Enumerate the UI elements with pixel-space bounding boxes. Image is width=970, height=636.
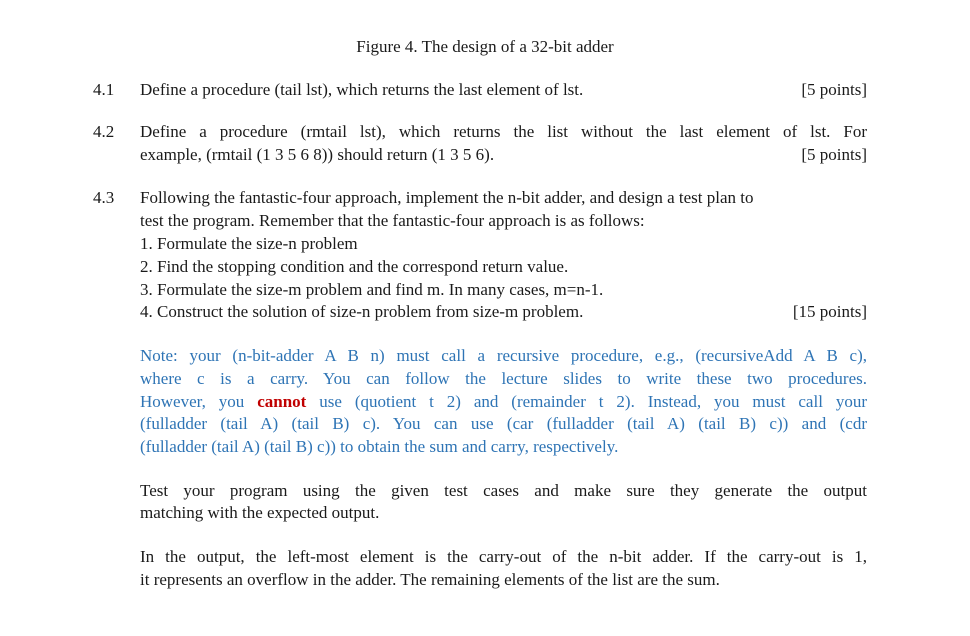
step-2: 2. Find the stopping condition and the correspond return value. <box>140 257 569 276</box>
question-4-1-points: [5 points] <box>801 80 867 99</box>
note-line2: where c is a carry. You can follow the lecture slides to write these two procedures. <box>140 369 867 388</box>
note-line3-after: use (quotient t 2) and (remainder t 2). Instead, you must call your <box>306 392 868 411</box>
question-4-2-line2: example, (rmtail (1 3 5 6 8)) should return (1 3 5 6). <box>140 145 495 164</box>
note-line3-before: However, you <box>140 392 258 411</box>
step-4: 4. Construct the solution of size-n problem from size-m problem. <box>140 302 584 321</box>
output-line2: it represents an overflow in the adder. The remaining elements of the list are the sum. <box>140 570 720 589</box>
question-4-2-points: [5 points] <box>801 145 867 164</box>
figure-caption: Figure 4. The design of a 32-bit adder <box>356 37 614 56</box>
question-4-1-number: 4.1 <box>93 80 115 99</box>
step-3: 3. Formulate the size-m problem and find m. In many cases, m=n-1. <box>140 280 604 299</box>
note-line5: (fulladder (tail A) (tail B) c)) to obtain the sum and carry, respectively. <box>140 437 619 456</box>
question-4-3-line1: Following the fantastic-four approach, implement the n-bit adder, and design a test plan to <box>140 188 754 207</box>
cannot-emphasis: cannot <box>257 392 307 411</box>
question-4-1-text: Define a procedure (tail lst), which returns the last element of lst. <box>140 80 584 99</box>
question-4-3-line2: test the program. Remember that the fantastic-four approach is as follows: <box>140 211 645 230</box>
question-4-2-number: 4.2 <box>93 122 115 141</box>
question-4-3-points: [15 points] <box>792 302 867 321</box>
note-line3 <box>140 392 867 412</box>
test-line1: Test your program using the given test cases and make sure they generate the output <box>140 481 867 500</box>
step-1: 1. Formulate the size-n problem <box>140 234 358 253</box>
test-line2: matching with the expected output. <box>140 503 380 522</box>
question-4-2-line1: Define a procedure (rmtail lst), which returns the list without the last element of lst. For <box>140 122 867 141</box>
output-line1: In the output, the left-most element is the carry-out of the n-bit adder. If the carry-out is 1, <box>140 547 867 566</box>
question-4-3-number: 4.3 <box>93 188 115 207</box>
note-line4: (fulladder (tail A) (tail B) c). You can use (car (fulladder (tail A) (tail B) c)) and (cdr <box>140 414 867 433</box>
note-line1: Note: your (n-bit-adder A B n) must call a recursive procedure, e.g., (recursiveAdd A B c), <box>140 346 867 365</box>
